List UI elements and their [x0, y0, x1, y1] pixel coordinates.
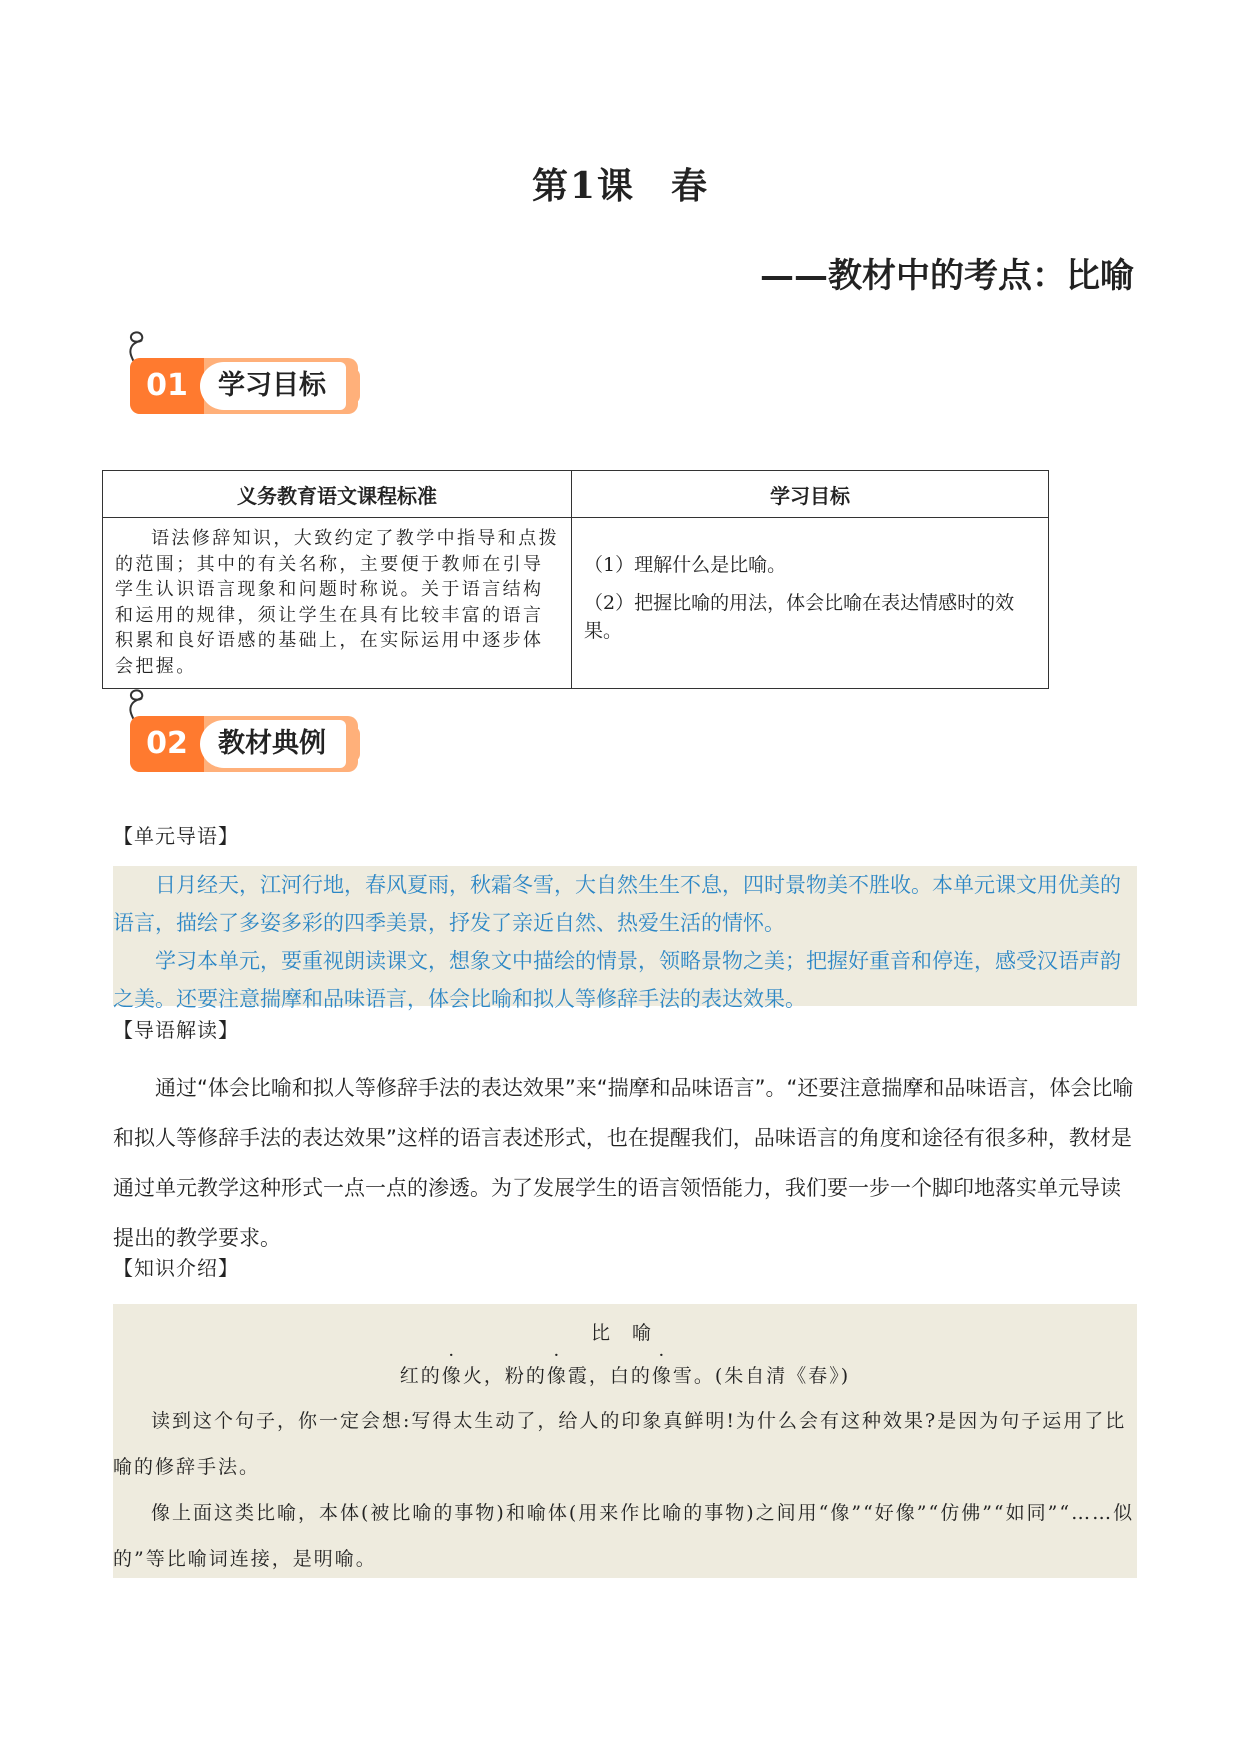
section-number: 01	[130, 358, 204, 414]
table-header-row	[103, 471, 1049, 518]
unit-intro-box	[113, 866, 1137, 1011]
knowledge-paragraph: 像上面这类比喻，本体(被比喻的事物)和喻体(用来作比喻的事物)之间用“像”“好像”“仿佛”“如同”“……似的”等比喻词连接，是明喻。	[113, 1502, 1135, 1570]
goals-cell	[572, 518, 1049, 689]
section-number: 02	[130, 716, 204, 772]
lesson-title	[0, 158, 1241, 209]
goal-item: （2）把握比喻的用法，体会比喻在表达情感时的效果。	[584, 591, 1015, 642]
interpretation-text	[113, 1063, 1137, 1263]
knowledge-tag: 【知识介绍】	[113, 1256, 239, 1280]
unit-intro-paragraph: 学习本单元，要重视朗读课文，想象文中描绘的情景，领略景物之美；把握好重音和停连，感受汉语声韵之美。还要注意揣摩和品味语言，体会比喻和拟人等修辞手法的表达效果。	[113, 949, 1121, 1011]
standard-text: 语法修辞知识，大致约定了教学中指导和点拨的范围；其中的有关名称，主要便于教师在引导学生认识语言现象和问题时称说。关于语言结构和运用的规律，须让学生在具有比较丰富的语言积累和良好语感的基础上，在实际运用中逐步体会把握。	[103, 518, 572, 689]
knowledge-heading: 比 喻	[590, 1322, 660, 1344]
goal-item: （1）理解什么是比喻。	[584, 553, 787, 576]
lesson-name: 春	[671, 165, 710, 207]
emphasis-word: 像	[651, 1365, 673, 1387]
unit-intro-tag: 【单元导语】	[113, 824, 239, 848]
knowledge-box	[113, 1304, 1137, 1578]
table-row	[103, 518, 1049, 689]
table-header-goals: 学习目标	[572, 471, 1049, 518]
emphasis-word: 像	[546, 1365, 568, 1387]
interpretation-paragraph: 通过“体会比喻和拟人等修辞手法的表达效果”来“揣摩和品味语言”。“还要注意揣摩和品味语言，体会比喻和拟人等修辞手法的表达效果”这样的语言表述形式，也在提醒我们，品味语言的角度和途径有很多种，教材是通过单元教学这种形式一点一点的渗透。为了发展学生的语言领悟能力，我们要一步一个脚印地落实单元导读提出的教学要求。	[113, 1076, 1134, 1250]
unit-intro-paragraph: 日月经天，江河行地，春风夏雨，秋霜冬雪，大自然生生不息，四时景物美不胜收。本单元课文用优美的语言，描绘了多姿多彩的四季美景，抒发了亲近自然、热爱生活的情怀。	[113, 873, 1121, 935]
emphasis-word: 像	[441, 1365, 463, 1387]
table-header-standard: 义务教育语文课程标准	[103, 471, 572, 518]
interpretation-tag: 【导语解读】	[113, 1018, 239, 1042]
lesson-subtitle: ——教材中的考点：比喻	[760, 256, 1134, 296]
standards-table	[102, 470, 1049, 689]
section-badge-02	[128, 708, 364, 776]
section-label: 学习目标	[200, 362, 346, 410]
section-label: 教材典例	[200, 720, 346, 768]
section-badge-01	[128, 350, 364, 418]
lesson-number: 第1课	[531, 165, 636, 207]
example-sentence: 红的像火，粉的像霞，白的像雪。(朱自清《春》)	[399, 1365, 851, 1387]
knowledge-paragraph: 读到这个句子，你一定会想:写得太生动了，给人的印象真鲜明!为什么会有这种效果?是因为句子运用了比喻的修辞手法。	[113, 1410, 1127, 1478]
